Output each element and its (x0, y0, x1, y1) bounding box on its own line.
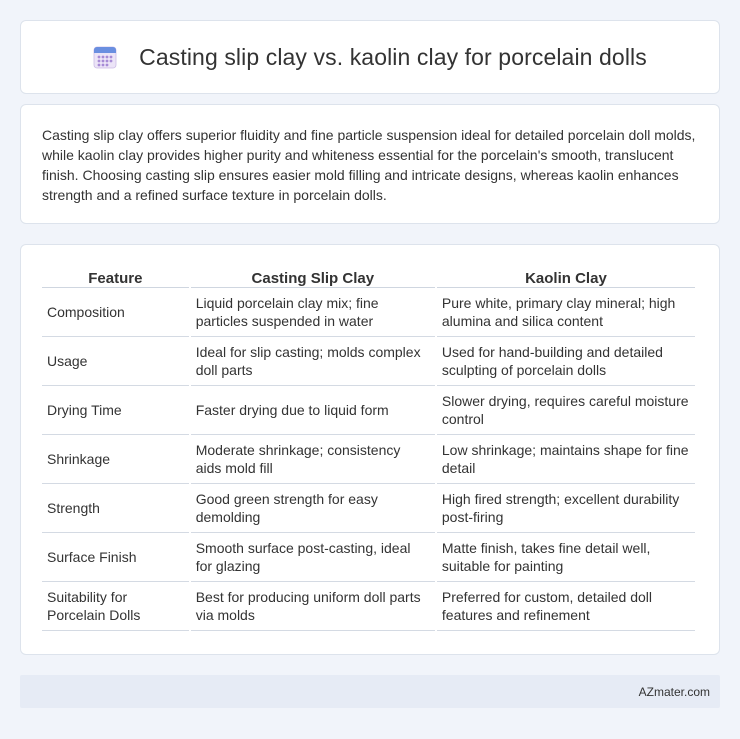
footer-brand[interactable]: AZmater.com (638, 684, 710, 699)
header-casting-slip-clay: Casting Slip Clay (191, 266, 435, 288)
page-title: Casting slip clay vs. kaolin clay for porcelain dolls (139, 43, 647, 70)
footer-bar (20, 675, 720, 708)
row-casting-slip-value: Moderate shrinkage; consistency aids mold fill (191, 435, 435, 484)
row-casting-slip-value: Liquid porcelain clay mix; fine particles suspended in water (191, 288, 435, 337)
row-kaolin-value: Preferred for custom, detailed doll features and refinement (437, 582, 695, 631)
row-casting-slip-value: Smooth surface post-casting, ideal for glazing (191, 533, 435, 582)
row-kaolin-value: Pure white, primary clay mineral; high alumina and silica content (437, 288, 695, 337)
table-row (42, 288, 695, 337)
table-row (42, 484, 695, 533)
table-row (42, 386, 695, 435)
table-header-row (42, 266, 695, 288)
row-casting-slip-value: Best for producing uniform doll parts via molds (191, 582, 435, 631)
row-feature: Shrinkage (42, 435, 189, 484)
comparison-table (40, 266, 697, 631)
header-kaolin-clay: Kaolin Clay (437, 266, 695, 288)
row-feature: Suitability for Porcelain Dolls (42, 582, 189, 631)
row-casting-slip-value: Faster drying due to liquid form (191, 386, 435, 435)
comparison-table-card (20, 244, 720, 655)
row-feature: Surface Finish (42, 533, 189, 582)
row-kaolin-value: Used for hand-building and detailed sculpting of porcelain dolls (437, 337, 695, 386)
row-feature: Strength (42, 484, 189, 533)
table-row (42, 435, 695, 484)
summary-text: Casting slip clay offers superior fluidity and fine particle suspension ideal for detailed porcelain doll molds, while kaolin clay provides higher purity and whiteness essential for the porcelain's smooth, translucent finish. Choosing casting slip ensures easier mold filling and intricate designs, whereas kaolin enhances strength and a refined surface texture in porcelain dolls. (42, 127, 696, 203)
header-feature: Feature (42, 266, 189, 288)
row-feature: Composition (42, 288, 189, 337)
row-kaolin-value: High fired strength; excellent durability post-firing (437, 484, 695, 533)
calendar-icon (93, 45, 117, 69)
row-kaolin-value: Matte finish, takes fine detail well, suitable for painting (437, 533, 695, 582)
title-card (20, 20, 720, 94)
row-feature: Usage (42, 337, 189, 386)
row-kaolin-value: Low shrinkage; maintains shape for fine detail (437, 435, 695, 484)
row-casting-slip-value: Good green strength for easy demolding (191, 484, 435, 533)
row-casting-slip-value: Ideal for slip casting; molds complex doll parts (191, 337, 435, 386)
table-row (42, 337, 695, 386)
table-row (42, 582, 695, 631)
summary-card (20, 104, 720, 224)
table-row (42, 533, 695, 582)
row-feature: Drying Time (42, 386, 189, 435)
title-wrap (93, 44, 647, 71)
row-kaolin-value: Slower drying, requires careful moisture control (437, 386, 695, 435)
